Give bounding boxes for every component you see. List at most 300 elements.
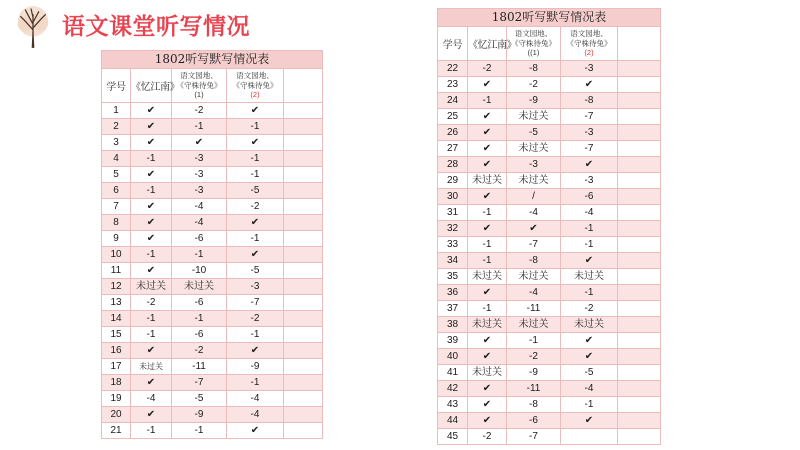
table-row bbox=[438, 285, 661, 301]
cell-poem-result: ✔ bbox=[131, 135, 172, 151]
cell-blank bbox=[618, 413, 661, 429]
cell-unit-2-result: -1 bbox=[561, 285, 618, 301]
cell-student-id: 14 bbox=[102, 311, 131, 327]
cell-blank bbox=[618, 429, 661, 445]
table-row bbox=[102, 167, 323, 183]
cell-student-id: 42 bbox=[438, 381, 468, 397]
cell-student-id: 37 bbox=[438, 301, 468, 317]
cell-unit-2-result: -9 bbox=[227, 359, 284, 375]
cell-unit-1-result: -1 bbox=[507, 333, 561, 349]
table-row bbox=[102, 215, 323, 231]
cell-unit-1-result: -5 bbox=[507, 125, 561, 141]
header-unit-2-part: (2) bbox=[250, 90, 260, 100]
cell-unit-1-result: -2 bbox=[507, 349, 561, 365]
cell-poem-result: -2 bbox=[468, 429, 507, 445]
cell-unit-2-result: -3 bbox=[561, 61, 618, 77]
cell-blank bbox=[284, 343, 323, 359]
cell-student-id: 4 bbox=[102, 151, 131, 167]
cell-poem-result: ✔ bbox=[131, 167, 172, 183]
cell-unit-1-result: ✔ bbox=[507, 221, 561, 237]
cell-poem-result: -2 bbox=[468, 61, 507, 77]
cell-blank bbox=[284, 391, 323, 407]
cell-unit-1-result: -8 bbox=[507, 253, 561, 269]
header-unit-2 bbox=[227, 69, 284, 103]
cell-student-id: 11 bbox=[102, 263, 131, 279]
cell-unit-1-result: -7 bbox=[172, 375, 227, 391]
cell-poem-result: -2 bbox=[131, 295, 172, 311]
cell-student-id: 43 bbox=[438, 397, 468, 413]
cell-blank bbox=[618, 285, 661, 301]
table-header-row bbox=[438, 27, 661, 61]
cell-blank bbox=[618, 237, 661, 253]
cell-unit-2-result: -4 bbox=[561, 381, 618, 397]
cell-unit-1-result: ✔ bbox=[172, 135, 227, 151]
cell-student-id: 25 bbox=[438, 109, 468, 125]
table-row bbox=[102, 119, 323, 135]
cell-blank bbox=[618, 221, 661, 237]
table-row bbox=[438, 301, 661, 317]
table-row bbox=[102, 375, 323, 391]
table-row bbox=[438, 205, 661, 221]
cell-unit-1-result: -5 bbox=[172, 391, 227, 407]
header-student-id-label: 学号 bbox=[442, 39, 463, 51]
cell-poem-result: -4 bbox=[131, 391, 172, 407]
table-row bbox=[438, 221, 661, 237]
cell-poem-result: ✔ bbox=[131, 375, 172, 391]
cell-blank bbox=[618, 125, 661, 141]
cell-unit-1-result: -10 bbox=[172, 263, 227, 279]
header-poem bbox=[131, 69, 180, 103]
table-body bbox=[102, 103, 323, 439]
cell-blank bbox=[618, 333, 661, 349]
cell-student-id: 26 bbox=[438, 125, 468, 141]
cell-poem-result: -1 bbox=[131, 327, 172, 343]
cell-unit-1-result: -3 bbox=[172, 151, 227, 167]
cell-blank bbox=[618, 189, 661, 205]
cell-unit-2-result: -5 bbox=[227, 263, 284, 279]
cell-unit-2-result: ✔ bbox=[561, 349, 618, 365]
cell-unit-2-result: -4 bbox=[227, 391, 284, 407]
cell-unit-2-result: -3 bbox=[561, 173, 618, 189]
cell-student-id: 34 bbox=[438, 253, 468, 269]
cell-unit-1-result: -6 bbox=[507, 413, 561, 429]
cell-poem-result: -1 bbox=[468, 253, 507, 269]
slide-title: 语文课堂听写情况 bbox=[62, 13, 250, 39]
cell-unit-1-result: -3 bbox=[507, 157, 561, 173]
cell-unit-2-result bbox=[561, 429, 618, 445]
header-unit-2-line: 《守株待兔》 bbox=[232, 80, 278, 90]
cell-unit-2-result: 未过关 bbox=[561, 317, 618, 333]
table-row bbox=[102, 423, 323, 439]
cell-unit-1-result: -4 bbox=[507, 285, 561, 301]
cell-student-id: 16 bbox=[102, 343, 131, 359]
cell-unit-2-result: -3 bbox=[227, 279, 284, 295]
header-student-id bbox=[438, 27, 468, 61]
table-row bbox=[438, 173, 661, 189]
header-blank bbox=[618, 27, 661, 61]
cell-poem-result: ✔ bbox=[468, 413, 507, 429]
cell-unit-1-result: -6 bbox=[172, 327, 227, 343]
cell-student-id: 7 bbox=[102, 199, 131, 215]
table-row bbox=[438, 141, 661, 157]
cell-unit-1-result: -3 bbox=[172, 167, 227, 183]
cell-blank bbox=[618, 349, 661, 365]
cell-blank bbox=[284, 103, 323, 119]
cell-poem-result: -1 bbox=[131, 183, 172, 199]
cell-poem-result: 未过关 bbox=[468, 365, 507, 381]
cell-blank bbox=[284, 135, 323, 151]
cell-blank bbox=[618, 141, 661, 157]
cell-student-id: 1 bbox=[102, 103, 131, 119]
cell-unit-2-result: -2 bbox=[227, 311, 284, 327]
cell-unit-1-result: 未过关 bbox=[507, 141, 561, 157]
cell-unit-2-result: -3 bbox=[561, 125, 618, 141]
cell-unit-1-result: -2 bbox=[172, 103, 227, 119]
header-unit-1-part: (1) bbox=[194, 90, 204, 100]
table-title: 1802听写默写情况表 bbox=[102, 51, 323, 69]
cell-poem-result: 未过关 bbox=[468, 317, 507, 333]
cell-unit-1-result: -1 bbox=[172, 247, 227, 263]
cell-unit-2-result: -1 bbox=[227, 119, 284, 135]
cell-student-id: 29 bbox=[438, 173, 468, 189]
cell-poem-result: -1 bbox=[131, 247, 172, 263]
table-row bbox=[438, 397, 661, 413]
table-row bbox=[102, 295, 323, 311]
cell-blank bbox=[618, 253, 661, 269]
cell-blank bbox=[284, 231, 323, 247]
cell-unit-1-result: -6 bbox=[172, 295, 227, 311]
header-blank bbox=[284, 69, 323, 103]
cell-poem-result: -1 bbox=[468, 93, 507, 109]
cell-blank bbox=[284, 359, 323, 375]
cell-poem-result: -1 bbox=[468, 301, 507, 317]
cell-unit-1-result: 未过关 bbox=[507, 269, 561, 285]
cell-unit-1-result: -8 bbox=[507, 61, 561, 77]
cell-student-id: 12 bbox=[102, 279, 131, 295]
table-header-row bbox=[102, 69, 323, 103]
table-row bbox=[438, 237, 661, 253]
cell-unit-2-result: ✔ bbox=[227, 423, 284, 439]
header-unit-2 bbox=[561, 27, 618, 61]
table-row bbox=[438, 93, 661, 109]
cell-unit-2-result: -1 bbox=[227, 231, 284, 247]
table-row bbox=[438, 269, 661, 285]
cell-poem-result: ✔ bbox=[468, 285, 507, 301]
cell-student-id: 27 bbox=[438, 141, 468, 157]
cell-blank bbox=[618, 365, 661, 381]
cell-poem-result: 未过关 bbox=[468, 269, 507, 285]
cell-unit-2-result: -1 bbox=[227, 167, 284, 183]
cell-blank bbox=[618, 301, 661, 317]
header-unit-1-line: 《守株待兔》 bbox=[176, 80, 222, 90]
cell-poem-result: ✔ bbox=[131, 199, 172, 215]
table-row bbox=[438, 157, 661, 173]
cell-unit-2-result: ✔ bbox=[227, 135, 284, 151]
cell-poem-result: ✔ bbox=[468, 77, 507, 93]
table-row bbox=[102, 151, 323, 167]
cell-student-id: 8 bbox=[102, 215, 131, 231]
cell-blank bbox=[284, 279, 323, 295]
cell-student-id: 32 bbox=[438, 221, 468, 237]
cell-unit-2-result: -8 bbox=[561, 93, 618, 109]
table-row bbox=[102, 183, 323, 199]
cell-blank bbox=[618, 173, 661, 189]
cell-student-id: 28 bbox=[438, 157, 468, 173]
cell-student-id: 22 bbox=[438, 61, 468, 77]
header-poem-label: 《忆江南》 bbox=[131, 81, 180, 93]
cell-poem-result: -1 bbox=[131, 311, 172, 327]
cell-student-id: 9 bbox=[102, 231, 131, 247]
table-row bbox=[438, 413, 661, 429]
cell-blank bbox=[284, 247, 323, 263]
cell-unit-2-result: 未过关 bbox=[561, 269, 618, 285]
cell-poem-result: 未过关 bbox=[131, 359, 172, 375]
table-row bbox=[438, 365, 661, 381]
cell-blank bbox=[284, 119, 323, 135]
cell-unit-1-result: -3 bbox=[172, 183, 227, 199]
cell-student-id: 15 bbox=[102, 327, 131, 343]
header-unit-1 bbox=[172, 69, 227, 103]
cell-blank bbox=[284, 151, 323, 167]
cell-unit-2-result: ✔ bbox=[561, 253, 618, 269]
cell-unit-2-result: -2 bbox=[227, 199, 284, 215]
cell-blank bbox=[618, 77, 661, 93]
cell-unit-1-result: -7 bbox=[507, 429, 561, 445]
table-row bbox=[102, 103, 323, 119]
cell-blank bbox=[284, 199, 323, 215]
cell-unit-1-result: / bbox=[507, 189, 561, 205]
cell-unit-1-result: -2 bbox=[507, 77, 561, 93]
table-body bbox=[438, 61, 661, 445]
cell-student-id: 17 bbox=[102, 359, 131, 375]
cell-blank bbox=[618, 109, 661, 125]
header-student-id-label: 学号 bbox=[106, 81, 126, 93]
header-unit-1-line: 语文园地、 bbox=[514, 29, 553, 39]
header-unit-2-line: 语文园地、 bbox=[570, 29, 608, 39]
cell-unit-2-result: -1 bbox=[227, 327, 284, 343]
dictation-table-right bbox=[437, 8, 661, 445]
cell-unit-2-result: -2 bbox=[561, 301, 618, 317]
table-row bbox=[102, 199, 323, 215]
cell-blank bbox=[284, 167, 323, 183]
header-unit-1-part: ((1) bbox=[527, 48, 540, 58]
table-row bbox=[438, 61, 661, 77]
cell-unit-2-result: -1 bbox=[561, 237, 618, 253]
cell-poem-result: ✔ bbox=[131, 119, 172, 135]
cell-unit-1-result: -1 bbox=[172, 311, 227, 327]
cell-blank bbox=[284, 263, 323, 279]
cell-unit-1-result: -4 bbox=[507, 205, 561, 221]
header-unit-2-line: 语文园地、 bbox=[236, 71, 274, 81]
header-student-id bbox=[102, 69, 131, 103]
cell-blank bbox=[618, 381, 661, 397]
cell-unit-2-result: ✔ bbox=[227, 103, 284, 119]
header-poem bbox=[468, 27, 517, 61]
cell-blank bbox=[284, 423, 323, 439]
cell-unit-2-result: ✔ bbox=[561, 333, 618, 349]
cell-poem-result: -1 bbox=[131, 423, 172, 439]
header-poem-label: 《忆江南》 bbox=[468, 39, 517, 51]
cell-poem-result: ✔ bbox=[468, 221, 507, 237]
cell-unit-2-result: -1 bbox=[561, 397, 618, 413]
tree-icon bbox=[14, 4, 52, 50]
cell-unit-1-result: -8 bbox=[507, 397, 561, 413]
table-row bbox=[102, 407, 323, 423]
cell-unit-1-result: -9 bbox=[507, 93, 561, 109]
table-row bbox=[102, 311, 323, 327]
cell-poem-result: ✔ bbox=[468, 157, 507, 173]
cell-blank bbox=[618, 61, 661, 77]
cell-unit-2-result: ✔ bbox=[227, 343, 284, 359]
cell-unit-2-result: -4 bbox=[227, 407, 284, 423]
cell-unit-2-result: -5 bbox=[227, 183, 284, 199]
cell-unit-1-result: -6 bbox=[172, 231, 227, 247]
cell-unit-1-result: -11 bbox=[172, 359, 227, 375]
cell-poem-result: ✔ bbox=[468, 381, 507, 397]
table-row bbox=[102, 135, 323, 151]
table-row bbox=[102, 247, 323, 263]
cell-unit-2-result: -1 bbox=[227, 375, 284, 391]
table-title-row bbox=[102, 51, 323, 69]
cell-unit-2-result: -7 bbox=[561, 141, 618, 157]
cell-unit-2-result: -1 bbox=[561, 221, 618, 237]
cell-poem-result: -1 bbox=[131, 151, 172, 167]
cell-unit-1-result: -9 bbox=[507, 365, 561, 381]
cell-student-id: 20 bbox=[102, 407, 131, 423]
cell-poem-result: -1 bbox=[468, 205, 507, 221]
cell-poem-result: ✔ bbox=[468, 125, 507, 141]
table-row bbox=[102, 231, 323, 247]
table-row bbox=[102, 343, 323, 359]
table-row bbox=[438, 253, 661, 269]
cell-student-id: 45 bbox=[438, 429, 468, 445]
cell-unit-2-result: -5 bbox=[561, 365, 618, 381]
cell-unit-1-result: -9 bbox=[172, 407, 227, 423]
table-row bbox=[438, 349, 661, 365]
cell-blank bbox=[618, 269, 661, 285]
cell-unit-2-result: ✔ bbox=[227, 247, 284, 263]
table-row bbox=[438, 333, 661, 349]
table-row bbox=[102, 263, 323, 279]
cell-poem-result: -1 bbox=[468, 237, 507, 253]
cell-poem-result: ✔ bbox=[468, 189, 507, 205]
cell-student-id: 3 bbox=[102, 135, 131, 151]
table-row bbox=[102, 279, 323, 295]
cell-unit-2-result: -7 bbox=[561, 109, 618, 125]
cell-student-id: 41 bbox=[438, 365, 468, 381]
cell-blank bbox=[284, 327, 323, 343]
cell-poem-result: ✔ bbox=[468, 141, 507, 157]
cell-unit-2-result: -6 bbox=[561, 189, 618, 205]
cell-unit-1-result: -1 bbox=[172, 119, 227, 135]
cell-unit-1-result: -11 bbox=[507, 301, 561, 317]
cell-blank bbox=[618, 317, 661, 333]
table-row bbox=[438, 381, 661, 397]
cell-unit-2-result: ✔ bbox=[227, 215, 284, 231]
cell-student-id: 19 bbox=[102, 391, 131, 407]
cell-poem-result: ✔ bbox=[468, 109, 507, 125]
cell-blank bbox=[284, 183, 323, 199]
table-row bbox=[102, 391, 323, 407]
header-unit-1-line: 语文园地、 bbox=[180, 71, 218, 81]
cell-student-id: 35 bbox=[438, 269, 468, 285]
cell-student-id: 5 bbox=[102, 167, 131, 183]
cell-student-id: 39 bbox=[438, 333, 468, 349]
cell-poem-result: ✔ bbox=[131, 343, 172, 359]
cell-blank bbox=[618, 157, 661, 173]
cell-poem-result: ✔ bbox=[131, 231, 172, 247]
header-unit-1 bbox=[507, 27, 561, 61]
cell-student-id: 33 bbox=[438, 237, 468, 253]
cell-poem-result: 未过关 bbox=[131, 279, 172, 295]
cell-student-id: 10 bbox=[102, 247, 131, 263]
header-unit-2-line: 《守株待兔》 bbox=[566, 38, 612, 48]
table-row bbox=[102, 359, 323, 375]
cell-student-id: 23 bbox=[438, 77, 468, 93]
table-title-row bbox=[438, 9, 661, 27]
cell-poem-result: ✔ bbox=[131, 215, 172, 231]
cell-student-id: 13 bbox=[102, 295, 131, 311]
cell-blank bbox=[284, 407, 323, 423]
cell-poem-result: 未过关 bbox=[468, 173, 507, 189]
cell-student-id: 6 bbox=[102, 183, 131, 199]
cell-student-id: 2 bbox=[102, 119, 131, 135]
cell-blank bbox=[618, 397, 661, 413]
table-row bbox=[438, 125, 661, 141]
table-row bbox=[438, 77, 661, 93]
cell-blank bbox=[284, 311, 323, 327]
cell-blank bbox=[618, 205, 661, 221]
cell-unit-1-result: -7 bbox=[507, 237, 561, 253]
cell-student-id: 38 bbox=[438, 317, 468, 333]
cell-unit-1-result: 未过关 bbox=[507, 109, 561, 125]
cell-unit-2-result: -1 bbox=[227, 151, 284, 167]
cell-blank bbox=[284, 375, 323, 391]
header-unit-1-line: 《守株待兔》 bbox=[511, 38, 556, 48]
cell-student-id: 24 bbox=[438, 93, 468, 109]
dictation-table-left bbox=[101, 50, 323, 439]
cell-unit-2-result: -7 bbox=[227, 295, 284, 311]
table-row bbox=[438, 317, 661, 333]
cell-poem-result: ✔ bbox=[131, 407, 172, 423]
cell-poem-result: ✔ bbox=[468, 333, 507, 349]
cell-unit-1-result: -1 bbox=[172, 423, 227, 439]
cell-unit-1-result: -2 bbox=[172, 343, 227, 359]
cell-unit-1-result: -4 bbox=[172, 199, 227, 215]
header-unit-2-part: (2) bbox=[584, 48, 594, 58]
cell-blank bbox=[618, 93, 661, 109]
cell-unit-1-result: 未过关 bbox=[507, 173, 561, 189]
cell-blank bbox=[284, 295, 323, 311]
cell-unit-2-result: -4 bbox=[561, 205, 618, 221]
cell-unit-2-result: ✔ bbox=[561, 157, 618, 173]
cell-student-id: 44 bbox=[438, 413, 468, 429]
cell-unit-2-result: ✔ bbox=[561, 77, 618, 93]
cell-student-id: 40 bbox=[438, 349, 468, 365]
cell-poem-result: ✔ bbox=[468, 397, 507, 413]
cell-blank bbox=[284, 215, 323, 231]
cell-student-id: 31 bbox=[438, 205, 468, 221]
cell-unit-1-result: 未过关 bbox=[507, 317, 561, 333]
cell-student-id: 21 bbox=[102, 423, 131, 439]
cell-poem-result: ✔ bbox=[131, 263, 172, 279]
cell-poem-result: ✔ bbox=[468, 349, 507, 365]
table-row bbox=[102, 327, 323, 343]
cell-unit-1-result: -4 bbox=[172, 215, 227, 231]
table-row bbox=[438, 429, 661, 445]
table-row bbox=[438, 109, 661, 125]
cell-student-id: 36 bbox=[438, 285, 468, 301]
